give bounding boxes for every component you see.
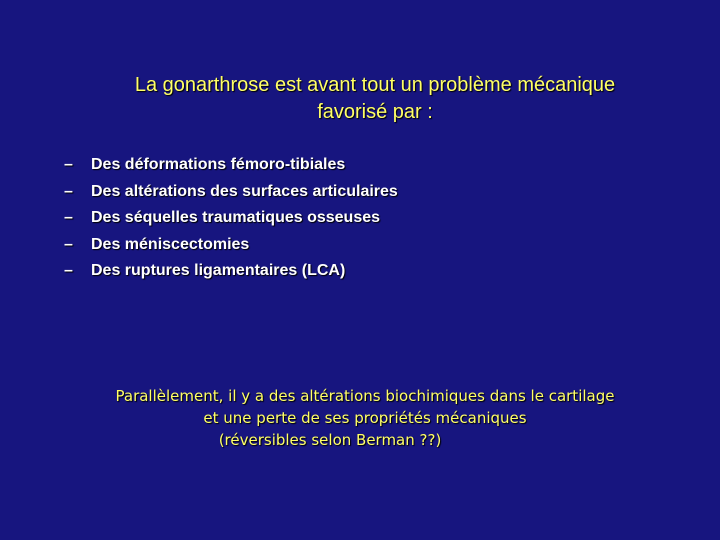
note-line-1: Parallèlement, il y a des altérations biochimiques dans le cartilage: [115, 387, 615, 405]
bullet-dash: –: [64, 156, 73, 173]
bullet-item: [64, 205, 398, 232]
bullet-list: [64, 152, 398, 285]
bullet-item: [64, 152, 398, 179]
bullet-text: Des méniscectomies: [91, 235, 250, 253]
note-paragraph: [40, 385, 690, 451]
bullet-dash: –: [64, 235, 73, 253]
bullet-dash: –: [64, 182, 73, 200]
note-line-2: et une perte de ses propriétés mécaniques: [203, 409, 527, 427]
bullet-item: [64, 258, 398, 285]
bullet-item: [64, 179, 398, 206]
slide-title: [40, 72, 710, 126]
note-line-3: (réversibles selon Berman ??): [218, 431, 442, 449]
bullet-text: Des déformations fémoro-tibiales: [91, 156, 346, 173]
bullet-dash: –: [64, 262, 73, 279]
bullet-text: Des séquelles traumatiques osseuses: [91, 209, 381, 226]
title-line-2: favorisé par :: [317, 101, 433, 123]
title-line-1: La gonarthrose est avant tout un problème mécanique: [134, 74, 616, 96]
bullet-item: [64, 232, 398, 259]
bullet-text: Des ruptures ligamentaires (LCA): [91, 262, 346, 279]
bullet-dash: –: [64, 209, 73, 226]
bullet-text: Des altérations des surfaces articulaires: [91, 182, 398, 200]
